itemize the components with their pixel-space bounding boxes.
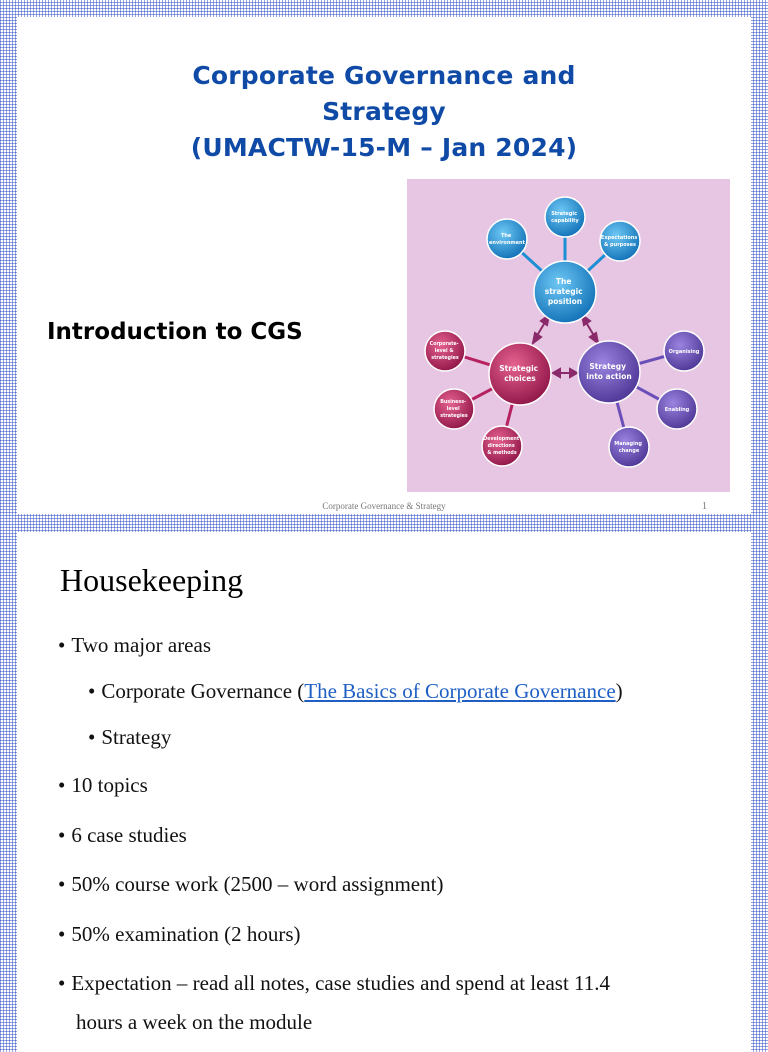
bullet-text: 50% examination (2 hours) (71, 922, 301, 946)
bullet-text: Two major areas (71, 633, 211, 657)
node-organising-label: Organising (668, 349, 700, 355)
bullet-6-case-studies (58, 823, 187, 848)
node-managing-change (609, 427, 649, 467)
bullet-examination (58, 922, 301, 947)
node-expectations-purposes (600, 221, 640, 261)
strategy-diagram-svg (407, 179, 730, 492)
arrowhead (590, 333, 598, 343)
node-strategic-capability-label: Strategic capability (551, 211, 579, 224)
arrowhead (533, 333, 541, 343)
slide-1 (17, 17, 751, 514)
node-enabling-label: Enabling (664, 407, 690, 413)
slide-title-line-3: (UMACTW-15-M – Jan 2024) (190, 133, 578, 162)
basics-of-corporate-governance-link[interactable]: The Basics of Corporate Governance (304, 679, 616, 703)
slide-title-line-2: Strategy (322, 97, 446, 126)
bullet-dot: • (58, 872, 66, 896)
center-node-strategic-position-label: The strategic position (544, 277, 583, 306)
bullet-corporate-governance (88, 679, 623, 704)
bullet-dot: • (58, 971, 66, 995)
bullet-text: Corporate Governance ( (101, 679, 305, 703)
bullet-strategy (88, 725, 171, 750)
bullet-two-major-areas (58, 633, 211, 658)
bullet-text: 10 topics (71, 773, 148, 797)
bullet-dot: • (58, 823, 66, 847)
node-strategic-capability (545, 197, 585, 237)
bullet-10-topics (58, 773, 148, 798)
node-business-level-strategies-label: Business- level strategies (440, 400, 468, 419)
bullet-text: hours a week on the module (76, 1010, 313, 1034)
node-environment (487, 219, 527, 259)
node-managing-change-label: Managing change (614, 441, 642, 454)
slide-2-title: Housekeeping (60, 562, 244, 598)
bullet-text: Expectation – read all notes, case studies and spend at least 11.4 (71, 971, 610, 995)
slide-subtitle: Introduction to CGS (47, 319, 303, 345)
center-node-strategic-choices-label: Strategic choices (499, 364, 539, 383)
strategy-diagram (407, 179, 730, 492)
node-development-directions-label: Development directions & methods (483, 437, 520, 456)
arrowhead (553, 369, 560, 377)
bullet-course-work (58, 872, 443, 897)
slide-footer: Corporate Governance & Strategy (322, 501, 446, 511)
bullet-text: 6 case studies (71, 823, 187, 847)
arrowhead (570, 369, 577, 377)
node-environment-label: The environment (489, 233, 525, 246)
bullet-dot: • (58, 773, 66, 797)
bullet-expectation-continued (76, 1010, 312, 1035)
slide-2 (17, 532, 751, 1052)
center-node-strategy-into-action-label: Strategy into action (586, 362, 632, 381)
node-expectations-purposes-label: Expectations & purposes (600, 235, 638, 248)
bullet-expectation (58, 971, 610, 996)
diagram-connectors (445, 219, 684, 447)
bullet-text-suffix: ) (615, 679, 623, 703)
bullet-text: Strategy (101, 725, 172, 749)
bullet-dot: • (58, 633, 66, 657)
slide-title-line-1: Corporate Governance and (192, 61, 576, 90)
bullet-dot: • (88, 725, 96, 749)
bullet-dot: • (88, 679, 96, 703)
page-number: 1 (702, 501, 707, 512)
node-corporate-level-strategies-label: Corporate- level & strategies (429, 342, 459, 361)
bullet-dot: • (58, 922, 66, 946)
bullet-text: 50% course work (2500 – word assignment) (71, 872, 444, 896)
